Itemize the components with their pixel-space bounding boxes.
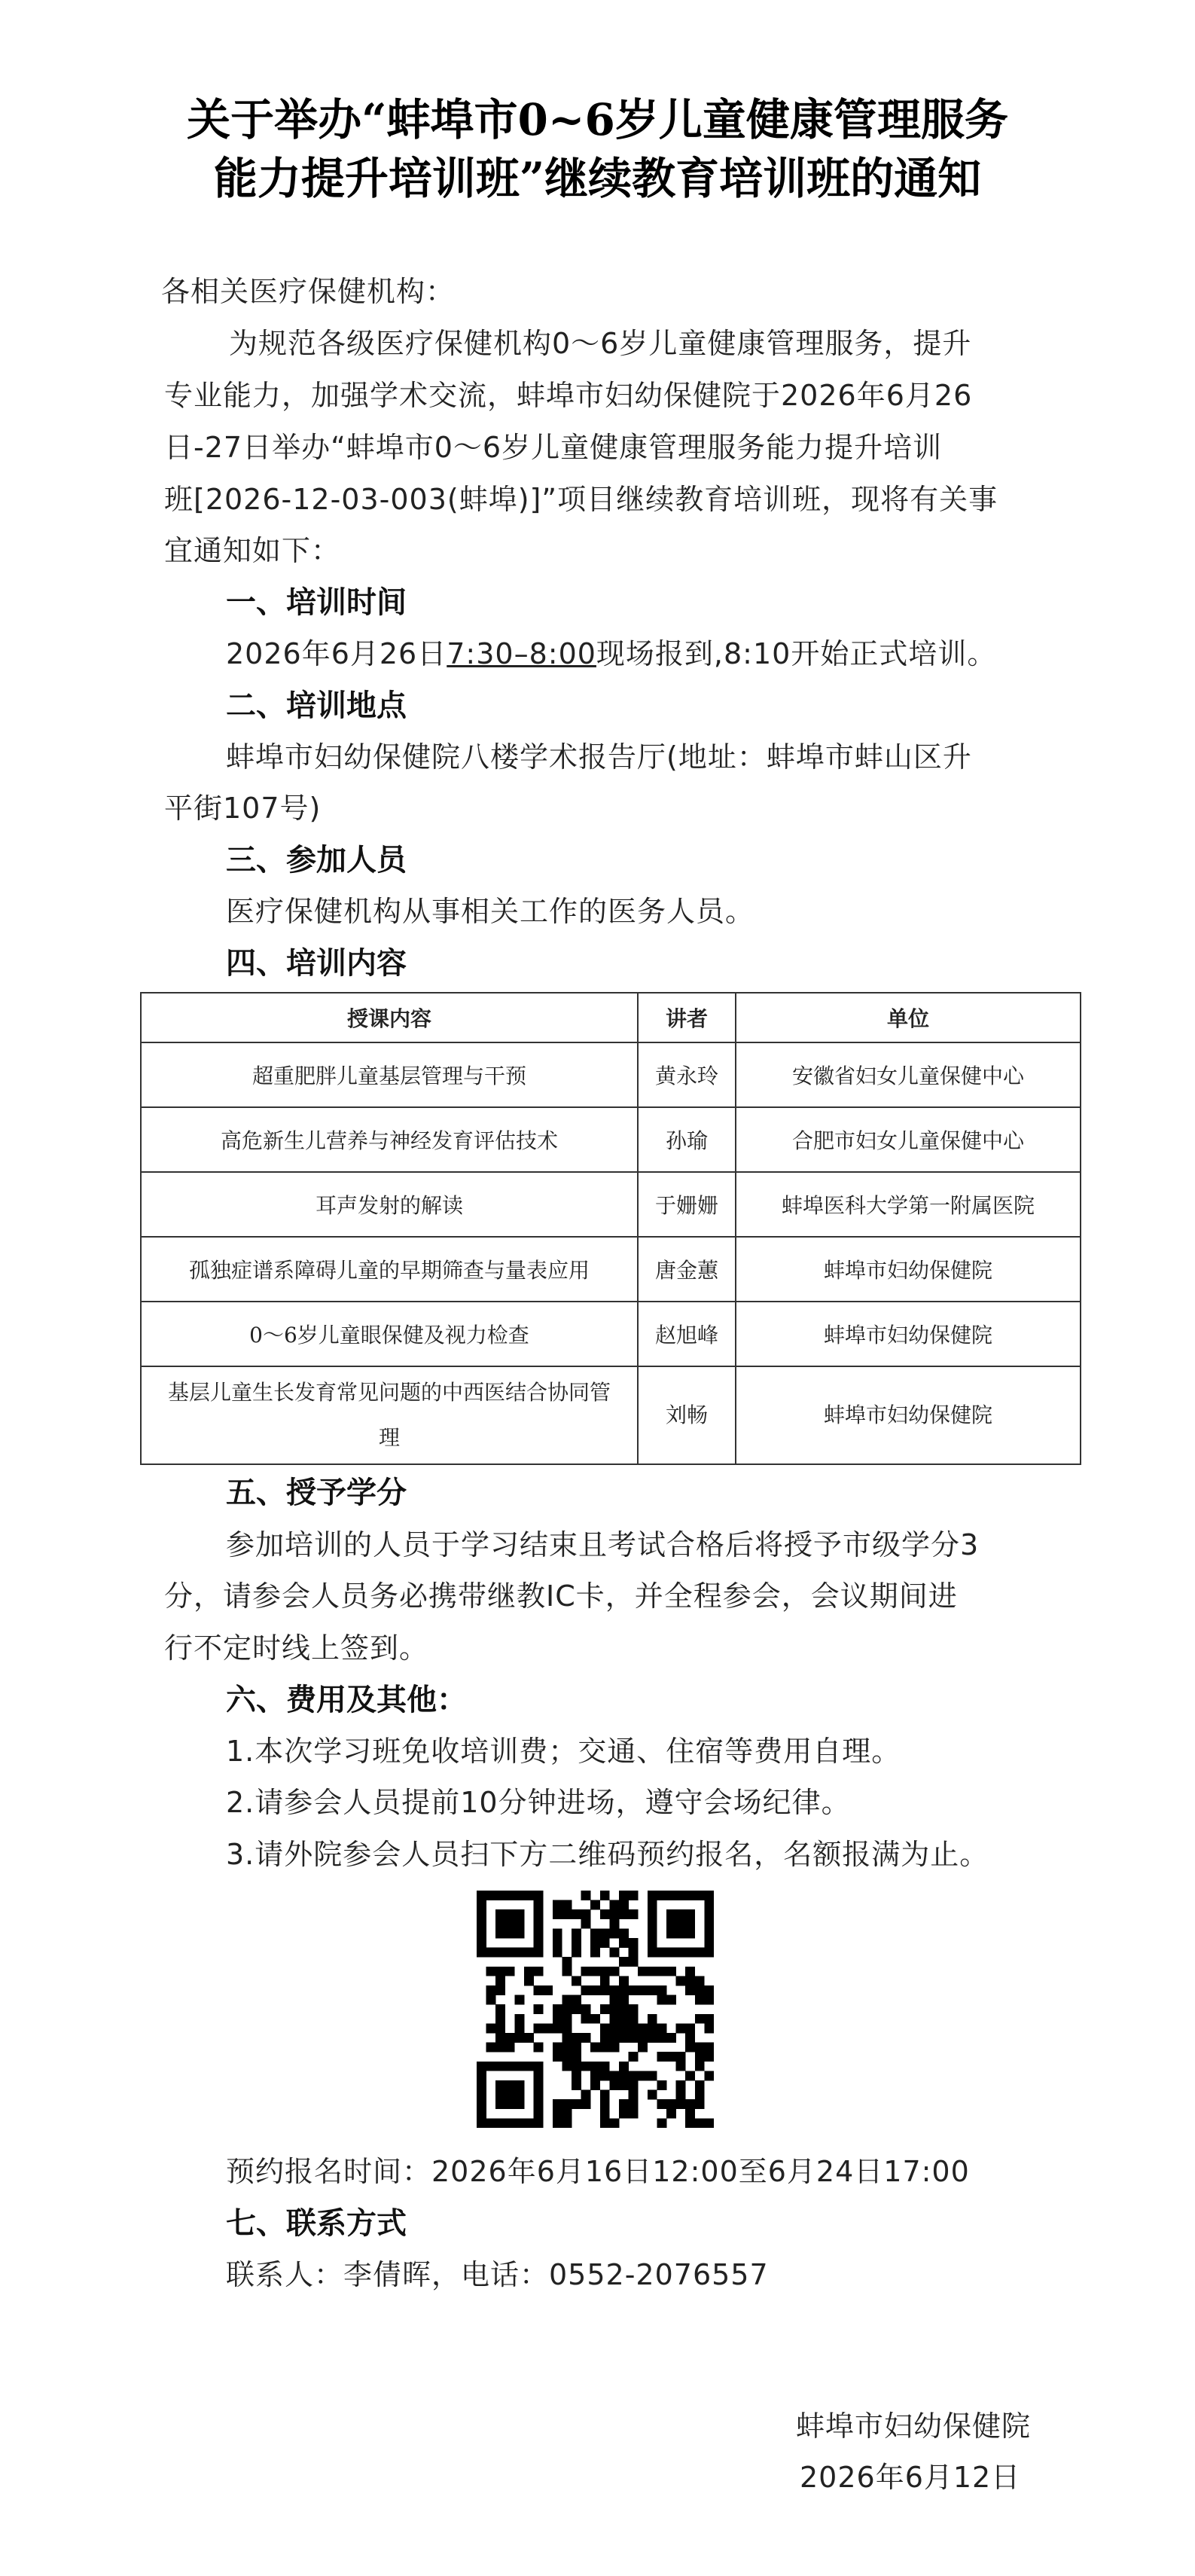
section-1-heading: 一、培训时间	[226, 585, 407, 620]
intro-line-1: 为规范各级医疗保健机构0～6岁儿童健康管理服务，提升	[229, 327, 972, 360]
salutation: 各相关医疗保健机构：	[161, 275, 456, 308]
section-6-item-1: 1.本次学习班免收培训费；交通、住宿等费用自理。	[226, 1735, 901, 1768]
contact-info: 联系人：李倩晖，电话：0552-2076557	[226, 2258, 769, 2291]
section-2-line-1: 蚌埠市妇幼保健院八楼学术报告厅(地址：蚌埠市蚌山区升	[226, 740, 972, 774]
section-5-line-2: 分，请参会人员务必携带继教IC卡，并全程参会，会议期间进	[164, 1579, 958, 1613]
section-6-heading: 六、费用及其他：	[226, 1683, 467, 1717]
training-date: 2026年6月26日	[226, 637, 447, 670]
table-row	[141, 1107, 1081, 1172]
table-cell-organization: 蚌埠市妇幼保健院	[736, 1302, 1081, 1366]
table-cell-topic: 基层儿童生长发育常见问题的中西医结合协同管理	[141, 1366, 638, 1464]
section-2-heading: 二、培训地点	[226, 688, 407, 723]
intro-line-3: 日-27日举办“蚌埠市0～6岁儿童健康管理服务能力提升培训	[164, 431, 943, 464]
table-cell-lecturer: 唐金蕙	[638, 1237, 736, 1302]
table-cell-topic: 超重肥胖儿童基层管理与干预	[141, 1042, 638, 1107]
table-cell-topic: 0～6岁儿童眼保健及视力检查	[141, 1302, 638, 1366]
table-row	[141, 1302, 1081, 1366]
table-cell-organization: 蚌埠市妇幼保健院	[736, 1237, 1081, 1302]
document-title-line-2: 能力提升培训班”继续教育培训班的通知	[213, 153, 982, 204]
table-cell-lecturer: 黄永玲	[638, 1042, 736, 1107]
section-6-item-2: 2.请参会人员提前10分钟进场，遵守会场纪律。	[226, 1786, 851, 1819]
section-5-heading: 五、授予学分	[226, 1476, 407, 1510]
table-row	[141, 1172, 1081, 1237]
section-5-line-3: 行不定时线上签到。	[164, 1631, 429, 1665]
table-row	[141, 1366, 1081, 1464]
table-header-row	[141, 993, 1081, 1042]
signature-organization: 蚌埠市妇幼保健院	[796, 2410, 1032, 2443]
signature-date: 2026年6月12日	[800, 2461, 1021, 2494]
qr-code-icon[interactable]	[477, 1891, 714, 2128]
table-cell-topic: 孤独症谱系障碍儿童的早期筛查与量表应用	[141, 1237, 638, 1302]
table-cell-lecturer: 孙瑜	[638, 1107, 736, 1172]
table-cell-organization: 蚌埠医科大学第一附属医院	[736, 1172, 1081, 1237]
table-cell-lecturer: 刘畅	[638, 1366, 736, 1464]
table-row	[141, 1042, 1081, 1107]
section-6-item-3: 3.请外院参会人员扫下方二维码预约报名，名额报满为止。	[226, 1838, 989, 1871]
intro-line-5: 宜通知如下：	[164, 534, 341, 567]
section-7-heading: 七、联系方式	[226, 2206, 407, 2241]
section-5-line-1: 参加培训的人员于学习结束且考试合格后将授予市级学分3	[226, 1528, 980, 1561]
section-3-text: 医疗保健机构从事相关工作的医务人员。	[226, 895, 755, 928]
check-in-time: 7:30–8:00	[447, 637, 596, 670]
section-4-heading: 四、培训内容	[226, 946, 407, 981]
table-header-organization: 单位	[736, 993, 1081, 1042]
table-row	[141, 1237, 1081, 1302]
table-cell-lecturer: 于姗姗	[638, 1172, 736, 1237]
table-header-topic: 授课内容	[141, 993, 638, 1042]
table-cell-topic: 耳声发射的解读	[141, 1172, 638, 1237]
training-start-text: 现场报到,8:10开始正式培训。	[596, 637, 997, 670]
section-1-text	[226, 630, 996, 672]
table-cell-organization: 安徽省妇女儿童保健中心	[736, 1042, 1081, 1107]
intro-line-4: 班[2026-12-03-003(蚌埠)]”项目继续教育培训班，现将有关事	[164, 483, 998, 516]
intro-line-2: 专业能力，加强学术交流，蚌埠市妇幼保健院于2026年6月26	[164, 379, 973, 412]
table-cell-organization: 合肥市妇女儿童保健中心	[736, 1107, 1081, 1172]
table-cell-organization: 蚌埠市妇幼保健院	[736, 1366, 1081, 1464]
table-cell-topic: 高危新生儿营养与神经发育评估技术	[141, 1107, 638, 1172]
section-2-line-2: 平街107号)	[164, 792, 322, 825]
table-header-lecturer: 讲者	[638, 993, 736, 1042]
table-cell-lecturer: 赵旭峰	[638, 1302, 736, 1366]
section-3-heading: 三、参加人员	[226, 843, 407, 877]
course-table	[140, 992, 1081, 1465]
document-title-line-1: 关于举办“蚌埠市0~6岁儿童健康管理服务	[187, 94, 1008, 145]
registration-period: 预约报名时间：2026年6月16日12:00至6月24日17:00	[226, 2155, 970, 2188]
